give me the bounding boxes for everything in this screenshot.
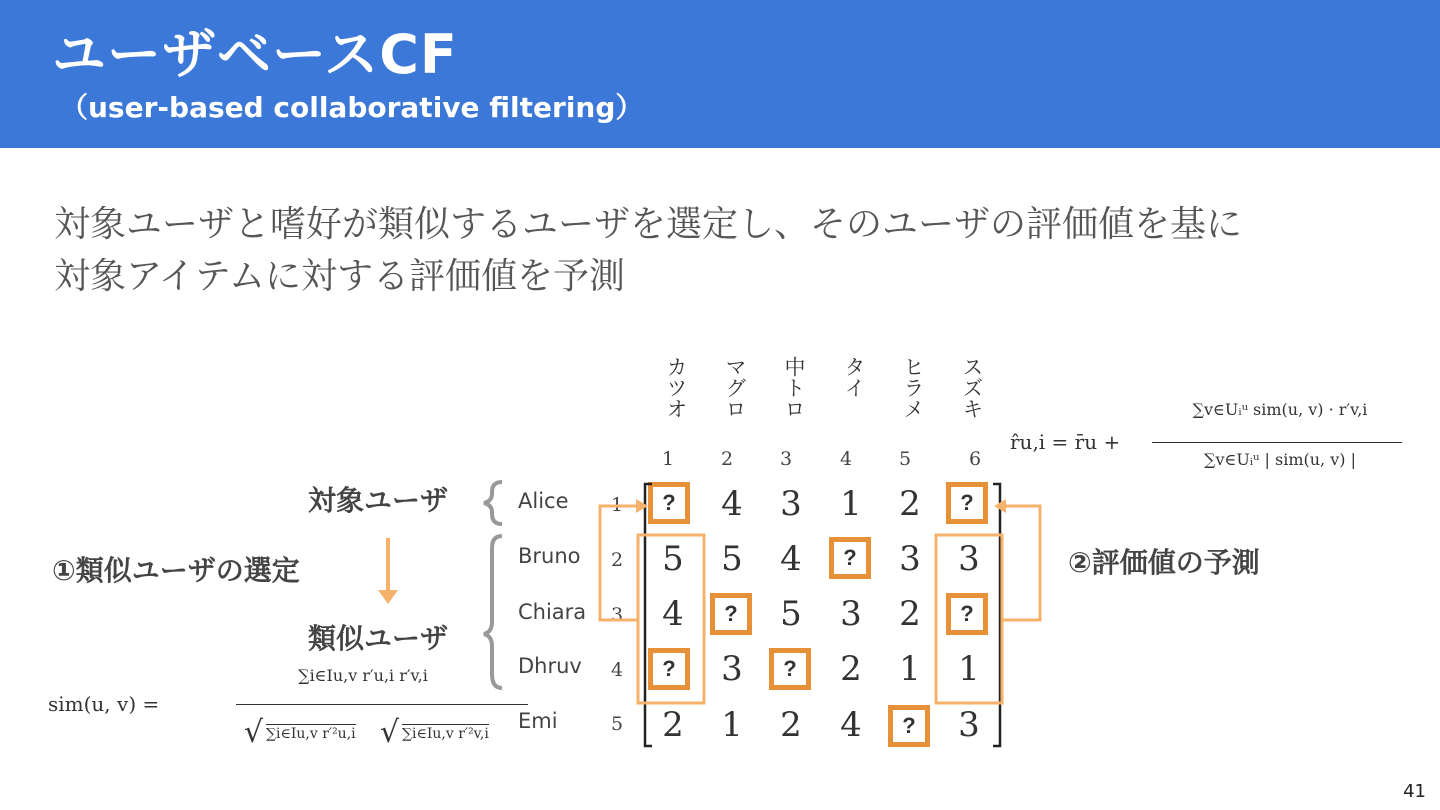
user-index: 5	[610, 713, 624, 735]
unknown-rating-cell: ?	[888, 705, 930, 747]
right-connector-line	[1002, 506, 1040, 620]
rating-cell: 2	[780, 705, 802, 745]
rating-cell: 1	[958, 649, 980, 689]
right-arrowhead	[994, 499, 1006, 513]
slide-header	[0, 0, 1440, 148]
rating-cell: 3	[721, 649, 743, 689]
rating-cell: 4	[662, 594, 684, 634]
rating-cell: 1	[899, 649, 921, 689]
item-index: 1	[661, 448, 675, 470]
user-index: 3	[610, 604, 624, 626]
item-header: マグロ	[723, 356, 747, 419]
similarity-formula-denominator-a: ∑i∈Iu,v r′²u,i	[266, 726, 356, 742]
matrix-right-bracket	[993, 484, 1000, 746]
unknown-rating-cell: ?	[648, 648, 690, 690]
prediction-formula-numerator: ∑v∈Uᵢᵘ sim(u, v) · r′v,i	[1192, 400, 1368, 419]
rating-cell: 3	[958, 705, 980, 745]
similarity-formula-denominator-b: ∑i∈Iu,v r′²v,i	[402, 726, 489, 742]
similarity-formula	[48, 660, 488, 770]
rating-cell: 4	[721, 484, 743, 524]
item-header: 中トロ	[782, 356, 806, 419]
similarity-formula-numerator: ∑i∈Iu,v r′u,i r′v,i	[298, 666, 428, 685]
description-line-1: 対象ユーザと嗜好が類似するユーザを選定し、そのユーザの評価値を基に	[54, 204, 1243, 245]
rating-cell: 2	[899, 594, 921, 634]
item-index: 6	[968, 448, 982, 470]
user-name: Alice	[518, 489, 569, 513]
rating-cell: 2	[840, 649, 862, 689]
step1-label: ①類似ユーザの選定	[52, 554, 300, 587]
user-index: 4	[610, 659, 624, 681]
user-name: Bruno	[518, 544, 581, 568]
slide-subtitle: （user-based collaborative filtering）	[60, 91, 644, 124]
rating-cell: 3	[958, 539, 980, 579]
fraction-bar	[1152, 442, 1402, 443]
unknown-rating-cell: ?	[710, 593, 752, 635]
rating-cell: 3	[780, 484, 802, 524]
unknown-rating-cell: ?	[946, 593, 988, 635]
slide-title: ユーザベースCF	[52, 23, 458, 86]
sqrt-sign: √	[244, 715, 264, 750]
item-index: 4	[839, 448, 853, 470]
unknown-rating-cell: ?	[829, 537, 871, 579]
rating-cell: 2	[899, 484, 921, 524]
user-index: 2	[610, 549, 624, 571]
rating-cell: 5	[780, 594, 802, 634]
rating-cell: 4	[780, 539, 802, 579]
left-arrowhead	[636, 499, 648, 513]
rating-cell: 5	[721, 539, 743, 579]
item-header: スズキ	[960, 356, 984, 419]
fraction-bar	[236, 704, 528, 705]
rating-cell: 5	[662, 539, 684, 579]
rating-cell: 1	[840, 484, 862, 524]
prediction-formula	[1010, 396, 1410, 492]
item-index: 2	[720, 448, 734, 470]
item-header: タイ	[842, 356, 866, 398]
rating-cell: 1	[721, 705, 743, 745]
target-user-brace	[484, 482, 502, 524]
rating-cell: 3	[840, 594, 862, 634]
user-name: Chiara	[518, 600, 587, 624]
item-index: 5	[898, 448, 912, 470]
step2-label: ②評価値の予測	[1068, 546, 1260, 579]
prediction-formula-denominator: ∑v∈Uᵢᵘ | sim(u, v) |	[1204, 450, 1356, 469]
target-user-label: 対象ユーザ	[308, 484, 449, 517]
item-header: カツオ	[664, 356, 688, 419]
similar-users-label: 類似ユーザ	[308, 622, 449, 655]
description-line-2: 対象アイテムに対する評価値を予測	[54, 256, 625, 297]
page-number: 41	[1403, 781, 1426, 802]
user-index: 1	[610, 494, 624, 516]
user-name: Dhruv	[518, 654, 582, 678]
item-header: ヒラメ	[901, 356, 925, 419]
prediction-formula-lhs: r̂u,i = r̄u +	[1010, 430, 1121, 454]
down-arrowhead	[378, 590, 398, 604]
unknown-rating-cell: ?	[769, 648, 811, 690]
rating-cell: 2	[662, 705, 684, 745]
rating-cell: 4	[840, 705, 862, 745]
unknown-rating-cell: ?	[648, 482, 690, 524]
item-index: 3	[779, 448, 793, 470]
rating-cell: 3	[899, 539, 921, 579]
user-name: Emi	[518, 709, 558, 733]
similarity-formula-lhs: sim(u, v) =	[48, 692, 160, 716]
sqrt-sign: √	[380, 715, 400, 750]
unknown-rating-cell: ?	[946, 482, 988, 524]
